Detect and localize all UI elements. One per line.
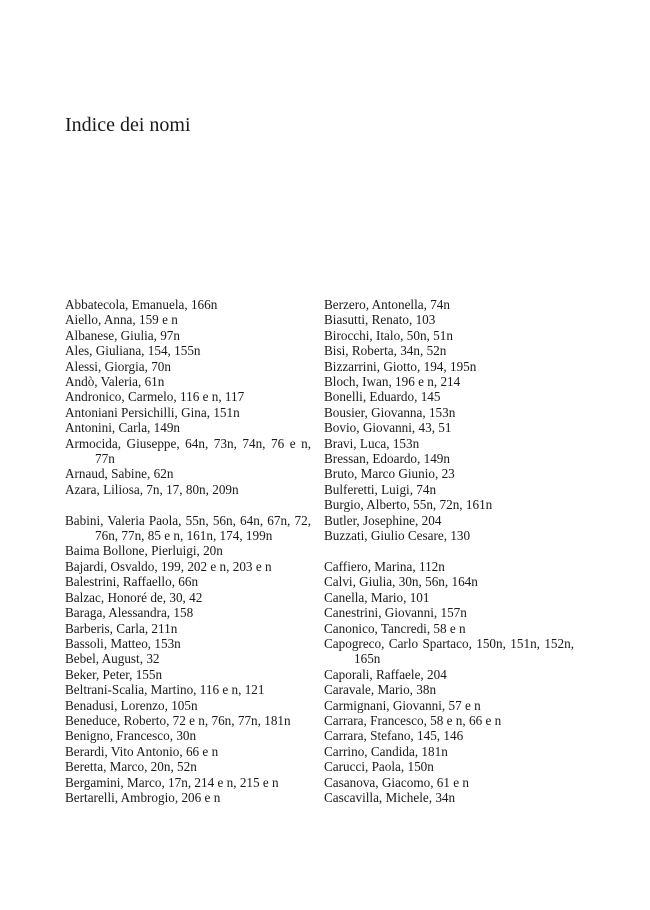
entry-group-c	[324, 559, 574, 806]
index-column-left	[65, 297, 311, 805]
index-entry: Berardi, Vito Antonio, 66 e n	[65, 743, 219, 759]
index-entry: Carrara, Stefano, 145, 146	[324, 728, 464, 744]
index-entry: Antoniani Persichilli, Gina, 151n	[65, 404, 240, 420]
index-entry: Aiello, Anna, 159 e n	[65, 312, 178, 328]
index-entry: Abbatecola, Emanuela, 166n	[65, 297, 218, 312]
group-spacer	[65, 497, 311, 512]
index-entry: Canonico, Tancredi, 58 e n	[324, 620, 466, 636]
index-entry: Benigno, Francesco, 30n	[65, 728, 197, 744]
index-entry: Burgio, Alberto, 55n, 72n, 161n	[324, 497, 493, 513]
index-entry: Andò, Valeria, 61n	[65, 374, 165, 390]
index-entry: Albanese, Giulia, 97n	[65, 327, 180, 343]
index-entry: Beretta, Marco, 20n, 52n	[65, 759, 197, 775]
entry-group-b	[65, 513, 311, 806]
index-entry: Beker, Peter, 155n	[65, 666, 163, 682]
index-entry: Bizzarrini, Giotto, 194, 195n	[324, 358, 477, 374]
index-entry: Butler, Josephine, 204	[324, 512, 442, 528]
page-title: Indice dei nomi	[65, 114, 191, 136]
index-entry: Bousier, Giovanna, 153n	[324, 404, 456, 420]
index-entry: Bovio, Giovanni, 43, 51	[324, 420, 452, 436]
index-entry: Berzero, Antonella, 74n	[324, 297, 450, 312]
group-spacer	[324, 544, 574, 559]
index-entry: Bassoli, Matteo, 153n	[65, 635, 181, 651]
index-entry: Caffiero, Marina, 112n	[324, 558, 445, 574]
index-entry: Bebel, August, 32	[65, 651, 160, 667]
index-entry: Arnaud, Sabine, 62n	[65, 466, 174, 482]
entry-group-a	[65, 297, 311, 497]
index-column-right	[324, 297, 574, 805]
index-entry: Andronico, Carmelo, 116 e n, 117	[65, 389, 245, 405]
index-entry: Capogreco, Carlo Spartaco, 150n, 151n, 152n, 165n	[324, 635, 574, 667]
index-entry: Ales, Giuliana, 154, 155n	[65, 343, 201, 359]
index-entry: Carrino, Candida, 181n	[324, 743, 448, 759]
index-entry: Carucci, Paola, 150n	[324, 759, 434, 775]
index-entry: Birocchi, Italo, 50n, 51n	[324, 327, 453, 343]
index-entry: Canella, Mario, 101	[324, 589, 430, 605]
index-entry: Beltrani-Scalia, Martino, 116 e n, 121	[65, 682, 265, 698]
index-entry: Carrara, Francesco, 58 e n, 66 e n	[324, 712, 502, 728]
index-entry: Antonini, Carla, 149n	[65, 420, 181, 436]
index-entry: Armocida, Giuseppe, 64n, 73n, 74n, 76 e n, 77n	[65, 435, 311, 467]
index-entry: Bisi, Roberta, 34n, 52n	[324, 343, 447, 359]
index-entry: Alessi, Giorgia, 70n	[65, 358, 171, 374]
index-entry: Baraga, Alessandra, 158	[65, 605, 194, 621]
index-entry: Benadusi, Lorenzo, 105n	[65, 697, 198, 713]
index-entry: Babini, Valeria Paola, 55n, 56n, 64n, 67n, 72, 76n, 77n, 85 e n, 161n, 174, 199n	[65, 512, 311, 544]
index-entry: Balzac, Honoré de, 30, 42	[65, 589, 203, 605]
index-entry: Bajardi, Osvaldo, 199, 202 e n, 203 e n	[65, 558, 272, 574]
index-entry: Canestrini, Giovanni, 157n	[324, 605, 467, 621]
entry-group-b-cont	[324, 297, 574, 544]
index-entry: Beneduce, Roberto, 72 e n, 76n, 77n, 181n	[65, 712, 291, 728]
index-entry: Bloch, Iwan, 196 e n, 214	[324, 374, 461, 390]
index-entry: Buzzati, Giulio Cesare, 130	[324, 528, 471, 544]
index-entry: Bravi, Luca, 153n	[324, 435, 420, 451]
index-entry: Azara, Liliosa, 7n, 17, 80n, 209n	[65, 481, 239, 497]
index-entry: Caravale, Mario, 38n	[324, 682, 437, 698]
index-entry: Bulferetti, Luigi, 74n	[324, 481, 437, 497]
index-entry: Caporali, Raffaele, 204	[324, 666, 447, 682]
index-entry: Cascavilla, Michele, 34n	[324, 789, 456, 805]
index-entry: Bruto, Marco Giunio, 23	[324, 466, 455, 482]
index-entry: Baima Bollone, Pierluigi, 20n	[65, 543, 223, 559]
index-entry: Bressan, Edoardo, 149n	[324, 451, 450, 467]
index-entry: Bergamini, Marco, 17n, 214 e n, 215 e n	[65, 774, 279, 790]
index-entry: Barberis, Carla, 211n	[65, 620, 178, 636]
index-entry: Carmignani, Giovanni, 57 e n	[324, 697, 481, 713]
index-entry: Biasutti, Renato, 103	[324, 312, 436, 328]
index-entry: Casanova, Giacomo, 61 e n	[324, 774, 470, 790]
index-entry: Calvi, Giulia, 30n, 56n, 164n	[324, 574, 478, 590]
index-entry: Bonelli, Eduardo, 145	[324, 389, 441, 405]
index-entry: Balestrini, Raffaello, 66n	[65, 574, 199, 590]
index-entry: Bertarelli, Ambrogio, 206 e n	[65, 789, 221, 805]
